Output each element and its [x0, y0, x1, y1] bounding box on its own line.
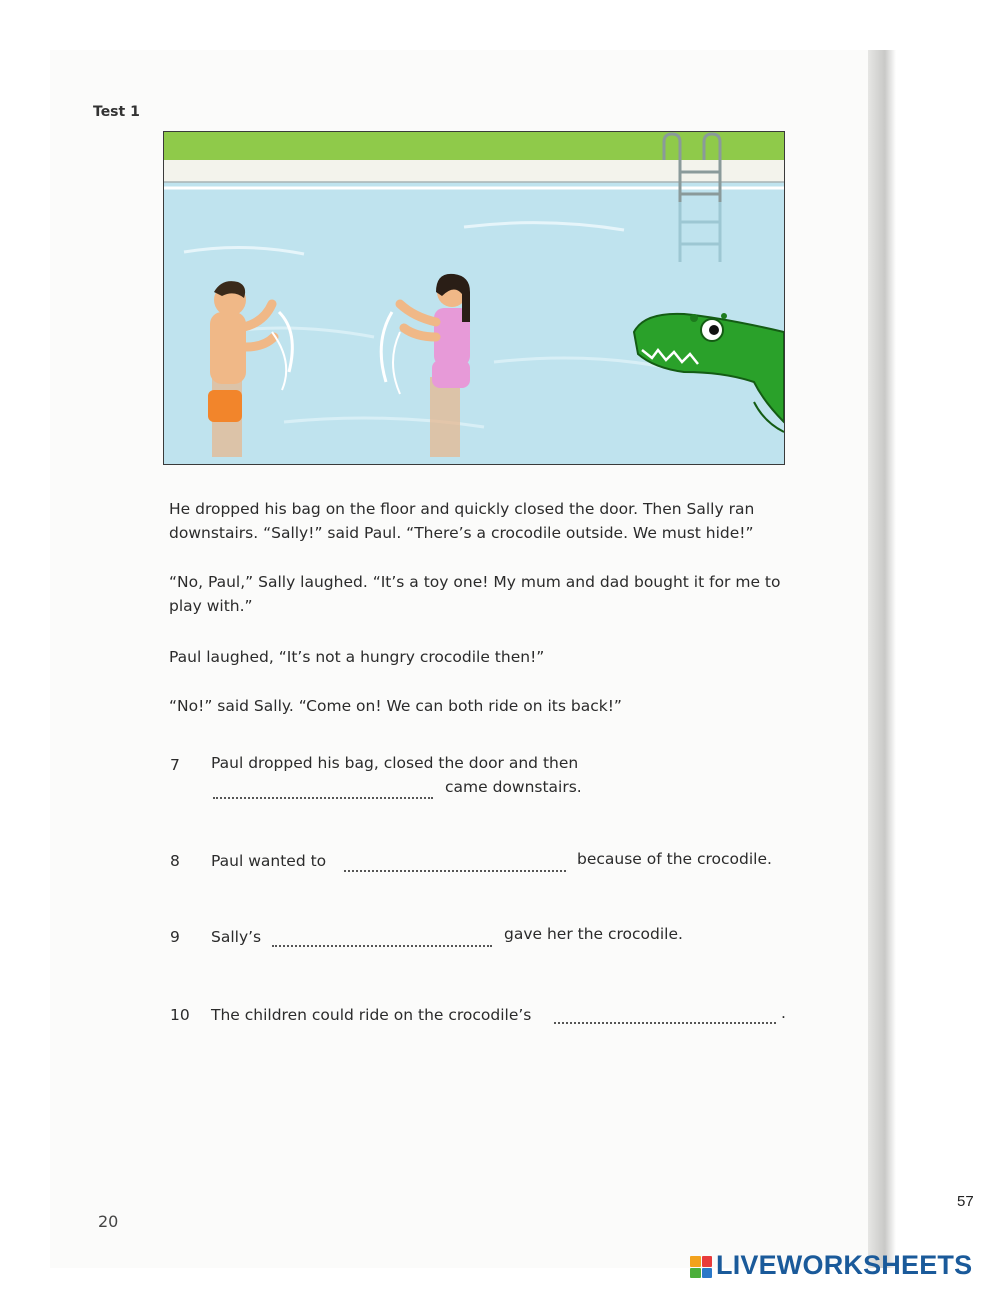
answer-blank-8[interactable] — [344, 870, 566, 872]
question-text: The children could ride on the crocodile’s — [211, 1006, 532, 1024]
page-spine-shadow — [868, 50, 896, 1268]
liveworksheets-logo-icon — [690, 1256, 712, 1278]
answer-blank-7[interactable] — [213, 797, 433, 799]
question-text-after: because of the crocodile. — [577, 850, 772, 868]
question-text-after: came downstairs. — [445, 778, 582, 796]
question-number: 8 — [170, 852, 180, 870]
story-paragraph-2: “No, Paul,” Sally laughed. “It’s a toy one! My mum and dad bought it for me to play with.” — [169, 573, 781, 615]
question-text-after: gave her the crocodile. — [504, 925, 683, 943]
brand-name: LIVEWORKSHEETS — [716, 1250, 973, 1280]
question-number: 7 — [170, 756, 180, 774]
answer-blank-10[interactable] — [554, 1022, 776, 1024]
story-paragraph-4: “No!” said Sally. “Come on! We can both ride on its back!” — [169, 697, 622, 715]
question-text-after: . — [781, 1004, 786, 1022]
worksheet-number: 57 — [957, 1193, 974, 1210]
question-number: 9 — [170, 928, 180, 946]
pool-illustration — [163, 131, 785, 465]
liveworksheets-brand[interactable] — [690, 1250, 990, 1282]
question-text: Paul dropped his bag, closed the door and then — [211, 754, 579, 772]
question-text: Paul wanted to — [211, 852, 327, 870]
page-number: 20 — [98, 1212, 119, 1231]
test-label: Test 1 — [93, 104, 140, 120]
story-paragraph-3: Paul laughed, “It’s not a hungry crocodile then!” — [169, 648, 545, 666]
question-text: Sally’s — [211, 928, 262, 946]
story-paragraph-1: He dropped his bag on the floor and quickly closed the door. Then Sally ran downstairs. “Sally!” said Paul. “There’s a crocodile outside. We must hide!” — [169, 500, 755, 542]
question-number: 10 — [170, 1006, 190, 1024]
answer-blank-9[interactable] — [272, 945, 492, 947]
grass-strip — [164, 132, 784, 160]
